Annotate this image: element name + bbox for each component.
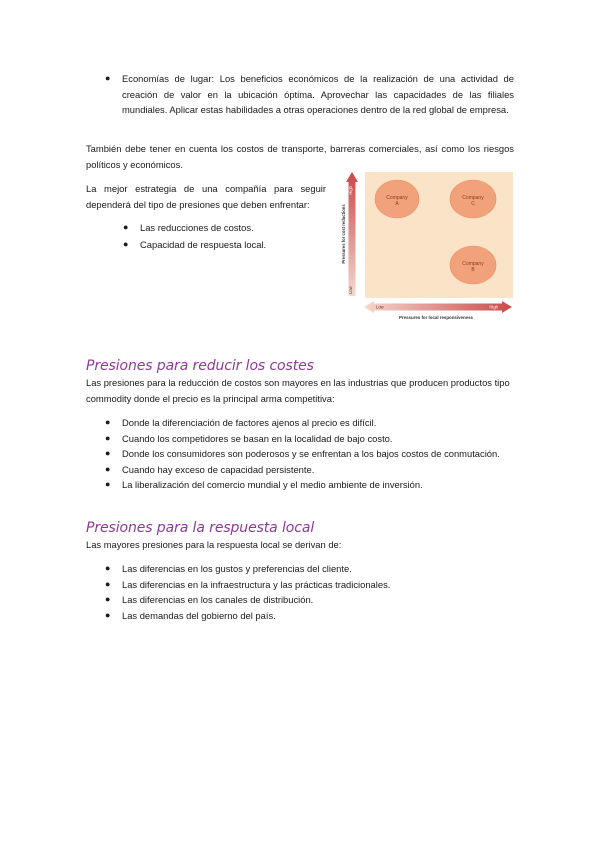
bullet-icon: ●	[105, 578, 111, 589]
list-item-text: Las reducciones de costos.	[140, 222, 254, 233]
list-item	[105, 561, 515, 577]
list-item	[105, 431, 515, 447]
cost-pressures-list	[105, 415, 515, 493]
bullet-icon: ●	[123, 222, 129, 232]
company-a-letter: A	[395, 201, 399, 207]
list-item-text: La liberalización del comercio mundial y el medio ambiente de inversión.	[122, 479, 423, 491]
list-item	[123, 220, 330, 236]
list-item-text: Las diferencias en los canales de distribución.	[122, 594, 314, 606]
list-item-text: Economías de lugar: Los beneficios económicos de la realización de una actividad de creación de valor en la ubicación óptima. Aprovechar las capacidades de las filiales mundiales. Aplicar estas habilidades a otras operaciones dentro de la red global de empresa.	[122, 73, 514, 116]
paragraph-strategy: La mejor estrategia de una compañía para seguir dependerá del tipo de presiones que deben enfrentar:	[86, 183, 326, 210]
list-item-text: Capacidad de respuesta local.	[140, 238, 267, 250]
company-c-bubble	[450, 180, 496, 218]
bullet-icon: ●	[105, 417, 111, 427]
bullet-icon: ●	[105, 432, 111, 443]
strategy-list	[123, 220, 330, 252]
company-b-label: Company	[462, 261, 484, 267]
paragraph-local-intro: Las mayores presiones para la respuesta local se derivan de:	[86, 539, 342, 550]
list-item	[105, 462, 515, 478]
company-a-label: Company	[386, 195, 408, 201]
company-a-bubble	[375, 180, 419, 218]
y-axis-label: Pressures for cost reductions	[341, 204, 347, 264]
x-axis-low: Low	[376, 304, 384, 310]
company-b-letter: B	[471, 267, 475, 273]
section-heading-local: Presiones para la respuesta local	[86, 520, 315, 536]
list-item	[105, 608, 515, 624]
list-item-text: Las diferencias en los gustos y preferencias del cliente.	[122, 563, 352, 574]
list-item	[123, 237, 330, 253]
company-c-letter: C	[471, 201, 475, 207]
bullet-icon: ●	[105, 448, 111, 459]
list-item-text: Cuando hay exceso de capacidad persistente.	[122, 463, 315, 475]
bullet-icon: ●	[123, 238, 129, 249]
list-item-text: Donde la diferenciación de factores ajenos al precio es difícil.	[122, 417, 377, 428]
list-item-text: Las diferencias en la infraestructura y las prácticas tradicionales.	[122, 578, 391, 590]
list-item	[105, 71, 514, 118]
paragraph-cost-intro: Las presiones para la reducción de costos son mayores en las industrias que producen productos tipo commodity donde el precio es la principal arma competitiva:	[86, 377, 510, 404]
list-item-text: Las demandas del gobierno del país.	[122, 609, 276, 621]
bullet-icon: ●	[105, 73, 111, 83]
x-axis-label: Pressures for local responsiveness	[399, 315, 473, 320]
y-axis-high: High	[348, 186, 353, 195]
list-item	[105, 577, 515, 593]
company-c-label: Company	[462, 195, 484, 201]
bullet-icon: ●	[105, 463, 111, 474]
bullet-icon: ●	[105, 594, 111, 605]
local-pressures-list	[105, 561, 515, 623]
list-item	[105, 415, 515, 431]
section-heading-cost: Presiones para reducir los costes	[86, 358, 314, 374]
list-item	[105, 477, 515, 493]
x-axis-high: High	[489, 304, 498, 310]
list-item-text: Donde los consumidores son poderosos y se enfrentan a los bajos costos de conmutación.	[122, 448, 500, 460]
list-item	[105, 592, 515, 608]
list-item	[105, 446, 515, 462]
bullet-icon: ●	[105, 609, 111, 620]
pressures-matrix-figure	[340, 168, 515, 328]
bullet-icon: ●	[105, 563, 111, 573]
bullet-icon: ●	[105, 479, 111, 490]
y-axis-low: Low	[348, 286, 353, 294]
list-item-text: Cuando los competidores se basan en la localidad de bajo costo.	[122, 432, 393, 444]
paragraph-costs: También debe tener en cuenta los costos de transporte, barreras comerciales, así como los riesgos políticos y económicos.	[86, 143, 514, 170]
company-b-bubble	[450, 246, 496, 284]
location-economies-list	[105, 71, 514, 118]
